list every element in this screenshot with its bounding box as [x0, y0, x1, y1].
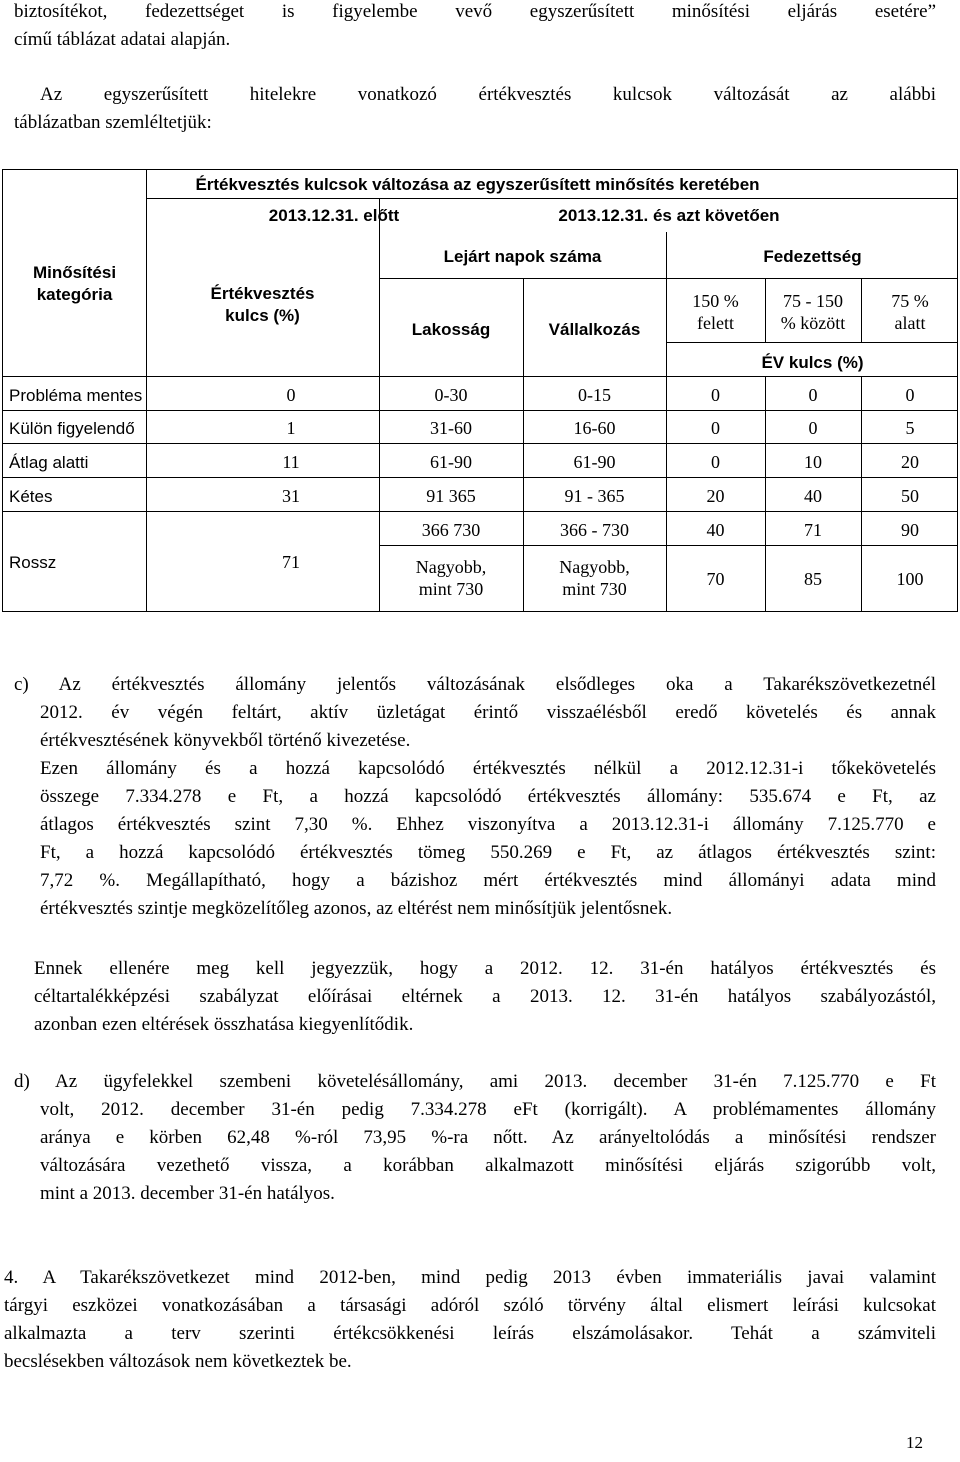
row-coverage-3: 0: [905, 385, 915, 405]
row-coverage-2: 40: [804, 486, 822, 506]
row-category: Kétes: [9, 487, 53, 506]
table-rule: [146, 198, 957, 199]
row-coverage-1: 0: [711, 385, 720, 405]
page-number: 12: [906, 1433, 923, 1452]
row-coverage-1: 70: [706, 569, 725, 589]
row-rate: 31: [282, 486, 300, 506]
header-ev-rate: ÉV kulcs (%): [761, 353, 864, 372]
text-line: Ennek ellenére meg kell jegyezzük, hogy a 2012. 12. 31-én hatályos értékvesztés és: [34, 958, 936, 979]
header-text: 150 %: [692, 291, 739, 311]
header-text: kategória: [36, 285, 113, 304]
row-rate: 1: [286, 418, 296, 438]
text-line: Ezen állomány és a hozzá kapcsolódó értékvesztés nélkül a 2012.12.31-i tőkekövetelés: [40, 758, 936, 779]
row-coverage-1: 20: [706, 486, 725, 506]
row-coverage-2: 0: [808, 418, 818, 438]
cell-text: mint 730: [562, 579, 627, 599]
text-line: változására vezethető vissza, a korábban alkalmazott minősítési eljárás szigorúbb volt,: [40, 1155, 936, 1176]
row-business: 0-15: [578, 385, 611, 405]
lead-paragraph: [14, 81, 936, 137]
row-household: 31-60: [430, 418, 472, 438]
text-line: értékvesztés szintje megközelítőleg azonos, az eltérést nem minősítjük jelentősnek.: [40, 898, 673, 919]
header-over-150: [666, 290, 765, 334]
row-household: 61-90: [430, 452, 472, 472]
text-line: azonban ezen eltérések összhatása kiegyenlítődik.: [34, 1014, 414, 1035]
text-line: 2012. év végén feltárt, aktív üzletágat érintő visszaélésből eredő követelés és annak: [40, 702, 936, 723]
impairment-rate-table: [2, 169, 958, 612]
row-business: 366 - 730: [560, 520, 629, 540]
section-d-paragraph: [14, 1068, 936, 1208]
header-text: Minősítési: [32, 263, 117, 282]
text-line: becslésekben változások nem következtek be.: [4, 1351, 352, 1372]
row-business: 61-90: [573, 452, 616, 472]
header-coverage: Fedezettség: [763, 247, 862, 266]
row-coverage-3: 50: [901, 486, 919, 506]
text-line: átlagos értékvesztés szint 7,30 %. Ehhez viszonyítva a 2013.12.31-i állomány 7.125.770 e: [40, 814, 936, 835]
cell-text: Nagyobb,: [559, 557, 630, 577]
header-text: Értékvesztés: [210, 284, 315, 303]
row-coverage-2: 85: [804, 569, 822, 589]
text-line: d) Az ügyfelekkel szembeni követelésállomány, ami 2013. december 31-én 7.125.770 e Ft: [14, 1071, 936, 1092]
header-days: Lejárt napok száma: [443, 247, 602, 266]
header-text: % között: [780, 313, 846, 333]
row-business: [523, 556, 666, 600]
period-before: 2013.12.31. előtt: [268, 206, 400, 225]
table-rule: [666, 342, 957, 343]
section-c-paragraph: [14, 671, 936, 923]
text-line: biztosítékot, fedezettséget is figyelembe vevő egyszerűsített minősítési eljárás esetére”: [14, 1, 936, 22]
row-coverage-2: 71: [804, 520, 822, 540]
row-household: 366 730: [421, 520, 481, 540]
text-line: Az egyszerűsített hitelekre vonatkozó értékvesztés kulcsok változását az alábbi: [40, 84, 936, 105]
row-rate: 71: [282, 552, 300, 572]
row-category: Külön figyelendő: [9, 419, 135, 438]
header-rate: [146, 283, 379, 327]
header-business: Vállalkozás: [548, 320, 641, 339]
text-line: 4. A Takarékszövetkezet mind 2012-ben, mind pedig 2013 évben immateriális javai valamint: [4, 1267, 936, 1288]
text-line: táblázatban szemléltetjük:: [14, 112, 212, 133]
note-paragraph: [34, 955, 936, 1039]
text-line: című táblázat adatai alapján.: [14, 29, 231, 50]
text-line: Ft, a hozzá kapcsolódó értékvesztés tömeg 550.269 e Ft, az átlagos értékvesztés szint:: [40, 842, 936, 863]
table-title: Értékvesztés kulcsok változása az egyszerűsített minősítés keretében: [195, 175, 760, 194]
row-rate: 11: [282, 452, 300, 472]
text-line: alkalmazta a terv szerinti értékcsökkenési leírás elszámolásakor. Tehát a számviteli: [4, 1323, 936, 1344]
header-household: Lakosság: [411, 320, 491, 339]
section-4-paragraph: [4, 1264, 936, 1376]
header-text: felett: [697, 313, 734, 333]
text-line: c) Az értékvesztés állomány jelentős változásának elsődleges oka a Takarékszövetkezetnél: [14, 674, 936, 695]
row-business: 91 - 365: [564, 486, 625, 506]
text-line: volt, 2012. december 31-én pedig 7.334.278 eFt (korrigált). A problémamentes állomány: [40, 1099, 936, 1120]
row-household: 0-30: [434, 385, 468, 405]
text-line: tárgyi eszközei vonatkozásában a társasági adóról szóló törvény által elismert leírási kulcsokat: [4, 1295, 936, 1316]
row-coverage-2: 0: [808, 385, 818, 405]
intro-paragraph: [14, 0, 936, 54]
row-business: 16-60: [573, 418, 616, 438]
header-text: kulcs (%): [225, 306, 300, 325]
text-line: összege 7.334.278 e Ft, a hozzá kapcsolódó értékvesztés állomány: 535.674 e Ft, az: [40, 786, 936, 807]
text-line: aránya e körben 62,48 %-ról 73,95 %-ra nőtt. Az arányeltolódás a minősítési rendszer: [40, 1127, 936, 1148]
cell-text: mint 730: [418, 579, 484, 599]
text-line: 7,72 %. Megállapítható, hogy a bázishoz mért értékvesztés mind állományi adata mind: [40, 870, 936, 891]
cell-text: Nagyobb,: [415, 557, 487, 577]
row-household: [379, 556, 523, 600]
row-rate: 0: [286, 385, 296, 405]
row-category: Rossz: [9, 553, 57, 572]
text-line: mint a 2013. december 31-én hatályos.: [40, 1183, 335, 1204]
row-coverage-1: 0: [711, 418, 720, 438]
row-coverage-1: 0: [711, 452, 720, 472]
text-line: értékvesztésének könyvekből történő kivezetése.: [40, 730, 411, 751]
header-text: alatt: [894, 313, 926, 333]
header-75-150: [765, 290, 861, 334]
header-under-75: [861, 290, 959, 334]
row-coverage-3: 5: [905, 418, 915, 438]
row-coverage-3: 100: [896, 569, 924, 589]
row-coverage-1: 40: [706, 520, 725, 540]
row-coverage-2: 10: [804, 452, 822, 472]
row-coverage-3: 20: [901, 452, 919, 472]
header-text: 75 %: [891, 291, 929, 311]
row-category: Átlag alatti: [9, 453, 89, 472]
header-text: 75 - 150: [783, 291, 843, 311]
text-line: céltartalékképzési szabályzat előírásai eltérnek a 2013. 12. 31-én hatályos szabályozástól,: [34, 986, 936, 1007]
row-coverage-3: 90: [901, 520, 919, 540]
period-after: 2013.12.31. és azt követően: [558, 206, 780, 225]
table-rule: [379, 545, 957, 546]
row-category: Probléma mentes: [9, 386, 143, 405]
table-rule: [379, 278, 957, 279]
row-household: 91 365: [426, 486, 476, 506]
header-category: [3, 262, 146, 306]
